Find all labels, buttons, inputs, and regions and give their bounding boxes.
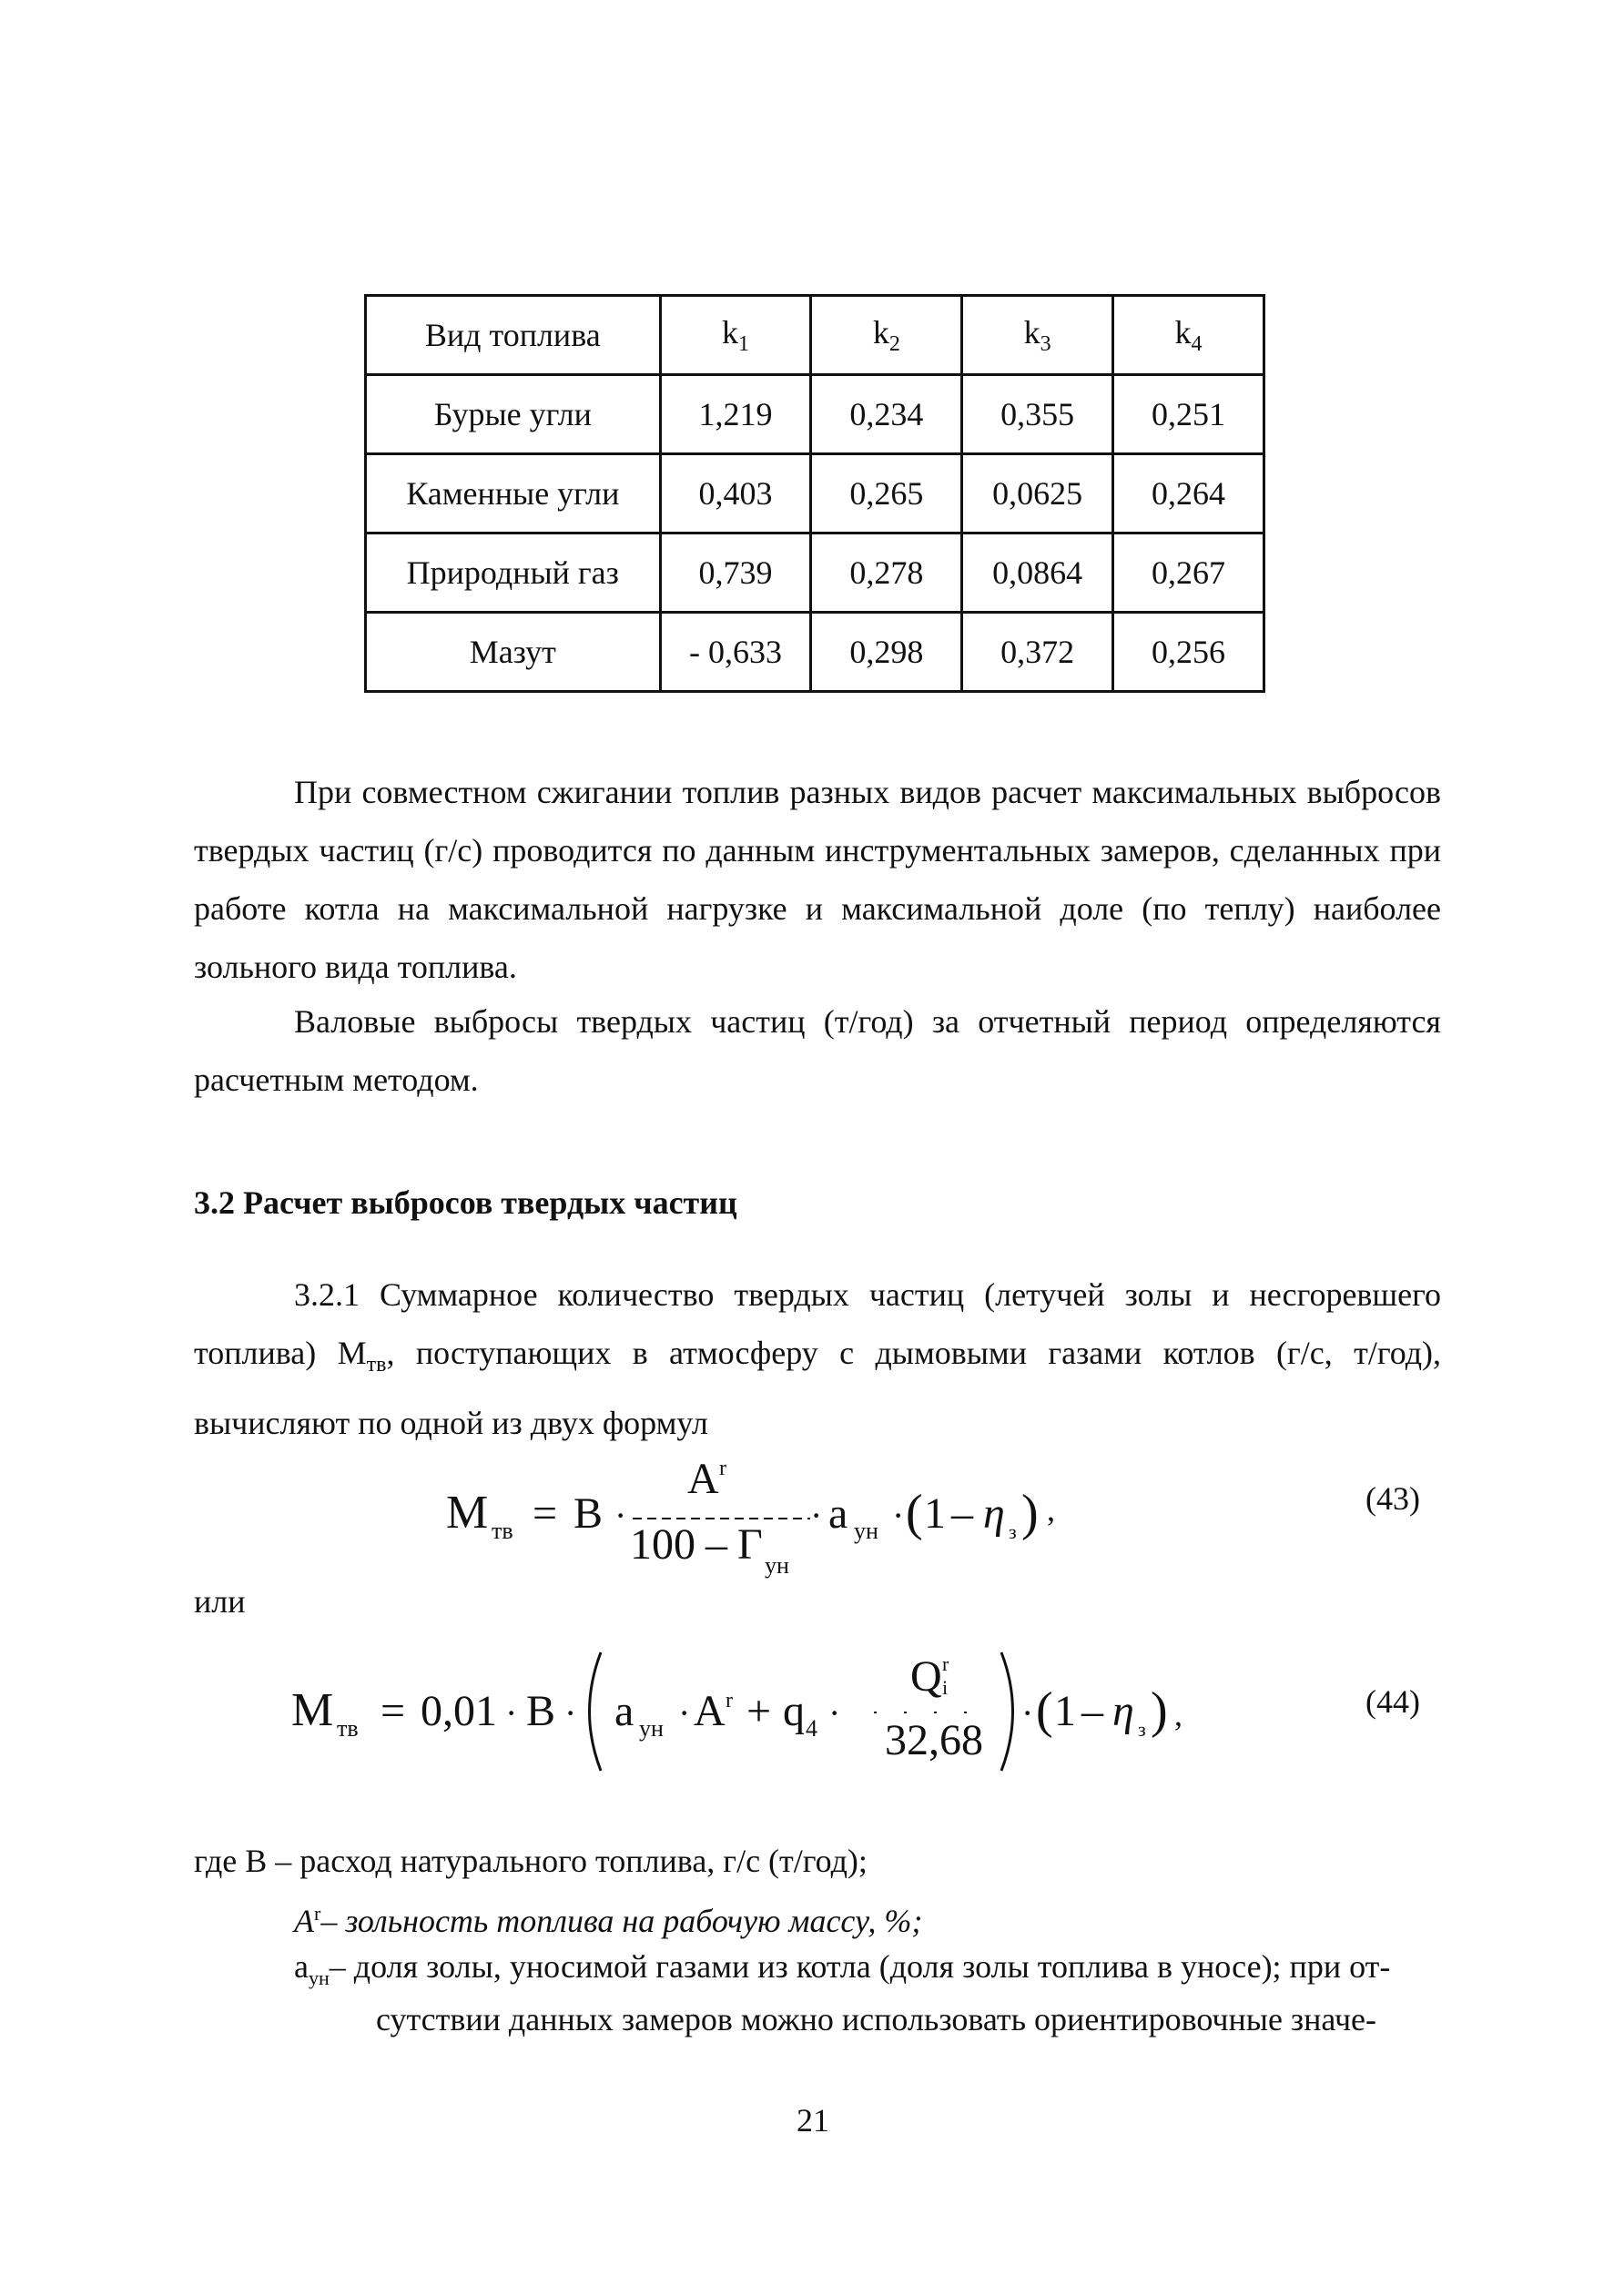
svg-text:+: +: [746, 1687, 772, 1735]
svg-text:Q: Q: [910, 1652, 942, 1701]
table-cell: Бурые угли: [366, 375, 661, 454]
svg-text:·: ·: [505, 1692, 518, 1733]
svg-text:32,68: 32,68: [885, 1716, 983, 1764]
svg-text:·: ·: [828, 1692, 841, 1733]
svg-text:·: ·: [1021, 1692, 1034, 1733]
section-heading: 3.2 Расчет выбросов твердых частиц: [194, 1184, 737, 1221]
equation-number-43: (43): [1365, 1480, 1420, 1517]
svg-text:з: з: [1138, 1718, 1146, 1741]
equation-number-44: (44): [1365, 1683, 1420, 1720]
svg-text:·: ·: [678, 1692, 691, 1733]
svg-text:A: A: [694, 1687, 726, 1735]
table-cell: Природный газ: [366, 533, 661, 613]
table-cell: 0,0625: [962, 454, 1113, 533]
table-cell: 0,403: [660, 454, 811, 533]
svg-text:тв: тв: [337, 1715, 359, 1742]
svg-text:·: ·: [892, 1495, 905, 1536]
table-cell: 0,0864: [962, 533, 1113, 613]
svg-text:B: B: [573, 1489, 604, 1538]
svg-text:·: ·: [614, 1495, 627, 1536]
svg-text:=: =: [381, 1687, 406, 1735]
table-row: [366, 375, 1264, 454]
definition-a-line1: $a_{ун}-$ доля золы, уносимой газами из котла (доля золы топлива в уносе); при от-: [294, 1948, 1391, 1990]
svg-text:M: M: [291, 1684, 334, 1736]
svg-text:η: η: [1112, 1687, 1134, 1735]
table-cell: - 0,633: [660, 613, 811, 692]
formula-43: [428, 1448, 1083, 1584]
svg-text:(: (: [1036, 1682, 1053, 1739]
table-cell: 0,234: [811, 375, 962, 454]
svg-text:r: r: [726, 1689, 733, 1712]
coefficient-table: [364, 294, 1265, 693]
table-header-cell: $k_2$: [811, 296, 962, 375]
table-cell: 0,355: [962, 375, 1113, 454]
svg-text:·: ·: [810, 1495, 823, 1536]
svg-text:a: a: [828, 1489, 848, 1538]
svg-text:A: A: [687, 1455, 719, 1503]
svg-text:): ): [1021, 1485, 1039, 1541]
svg-text:r: r: [942, 1652, 949, 1675]
svg-text:–: –: [951, 1489, 973, 1538]
svg-text:Γ: Γ: [737, 1520, 763, 1569]
definition-B: где B – расход натурального топлива, г/с (т/год);: [194, 1843, 868, 1879]
formula-44: [273, 1634, 1238, 1789]
svg-text:=: =: [533, 1489, 558, 1538]
svg-text:): ): [1151, 1682, 1168, 1739]
svg-text:тв: тв: [492, 1518, 513, 1544]
svg-text:B: B: [526, 1687, 556, 1735]
table-cell: 0,298: [811, 613, 962, 692]
definition-A: $A^r-$ зольность топлива на рабочую массу, %;: [294, 1902, 923, 1939]
svg-text:q: q: [783, 1687, 805, 1735]
table-header-cell: $k_3$: [962, 296, 1113, 375]
svg-text:4: 4: [806, 1715, 817, 1742]
definition-a-line2: сутствии данных замеров можно использовать ориентировочные значе-: [376, 2001, 1377, 2037]
svg-text:ун: ун: [639, 1715, 664, 1742]
svg-text:a: a: [614, 1687, 634, 1735]
table-cell: 0,251: [1113, 375, 1264, 454]
table-cell: 0,256: [1113, 613, 1264, 692]
svg-text:,: ,: [1047, 1491, 1055, 1528]
table-cell: 0,265: [811, 454, 962, 533]
svg-text:M: M: [446, 1487, 489, 1539]
page-number: 21: [797, 2102, 829, 2139]
svg-text:–: –: [1081, 1687, 1103, 1735]
table-header-cell: $k_4$: [1113, 296, 1264, 375]
svg-text:,: ,: [1174, 1696, 1182, 1732]
paragraph-joint-combustion: При совместном сжигании топлив разных видов расчет максимальных выбросов твердых частиц (г/с) проводится по данным инструментальных замеров, сделанных при работе котла на максимальной нагрузке и максимальной доле (по теплу) наиболее зольного вида топлива.: [194, 774, 1441, 985]
svg-text:1: 1: [924, 1489, 946, 1538]
table-cell: 1,219: [660, 375, 811, 454]
svg-text:0,01: 0,01: [421, 1687, 497, 1735]
svg-text:ун: ун: [765, 1552, 789, 1579]
svg-text:i: i: [942, 1676, 949, 1699]
svg-text:(: (: [906, 1485, 923, 1541]
table-cell: 0,372: [962, 613, 1113, 692]
paragraph-total-particles: 3.2.1 Суммарное количество твердых частиц (летучей золы и несгоревшего топлива) $M_{тв}$, поступающих в атмосферу с дымовыми газами котлов (г/с, т/год), вычисляют по одной из двух формул: [194, 1276, 1441, 1442]
table-cell: 0,278: [811, 533, 962, 613]
table-header-cell: $k_1$: [660, 296, 811, 375]
table-header-cell: Вид топлива: [366, 296, 661, 375]
svg-text:з: з: [1009, 1520, 1017, 1543]
table-cell: 0,739: [660, 533, 811, 613]
svg-text:–: –: [705, 1520, 727, 1569]
paragraph-gross-emissions: Валовые выбросы твердых частиц (т/год) за отчетный период определяются расчетным методом.: [194, 1003, 1441, 1098]
table-cell: Каменные угли: [366, 454, 661, 533]
svg-text:r: r: [719, 1457, 726, 1480]
table-cell: Мазут: [366, 613, 661, 692]
or-word: или: [194, 1583, 246, 1620]
table-row: [366, 533, 1264, 613]
svg-text:100: 100: [630, 1520, 695, 1569]
svg-text:1: 1: [1054, 1687, 1076, 1735]
table-cell: 0,267: [1113, 533, 1264, 613]
table-row: [366, 454, 1264, 533]
table-cell: 0,264: [1113, 454, 1264, 533]
svg-text:·: ·: [564, 1692, 577, 1733]
table-header-row: [366, 296, 1264, 375]
svg-text:η: η: [983, 1489, 1005, 1538]
svg-text:ун: ун: [854, 1518, 878, 1544]
table-row: [366, 613, 1264, 692]
